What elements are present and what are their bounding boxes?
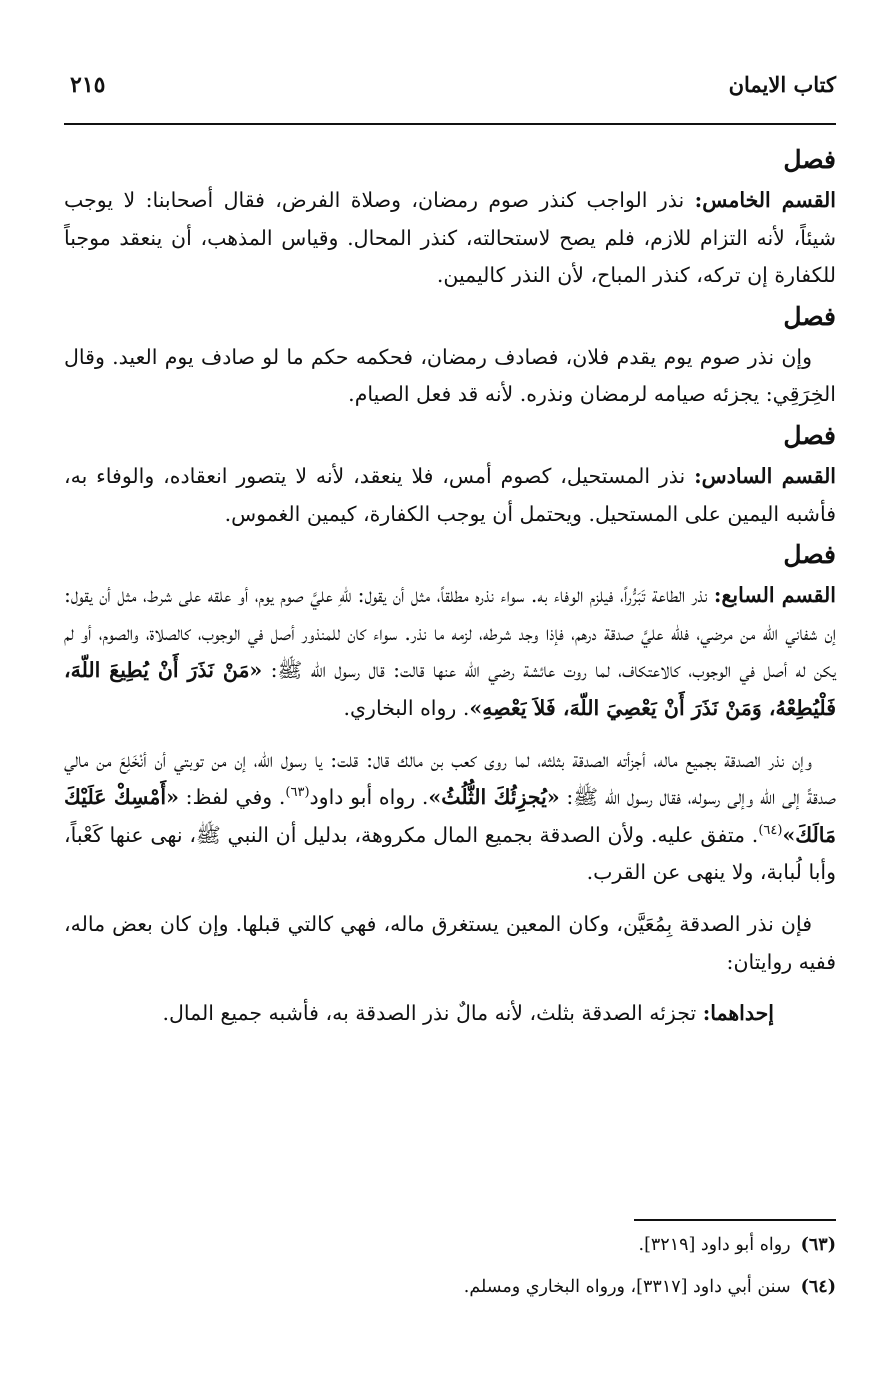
book-title: كتاب الايمان bbox=[728, 72, 836, 97]
main-text bbox=[64, 138, 836, 1033]
section-heading: فصل bbox=[783, 420, 836, 450]
paragraph-text: وإن نذر الصدقة بجميع ماله، أجزأته الصدقة بثلثه، لما روى كعب بن مالك قال: قلت: يا رسول الله، إن من توبتي أن أنْخَلِعَ من مالي صدقةً إلى الله وإلى رسوله، فقال رسول الله ﷺ: bbox=[64, 747, 836, 810]
paragraph-text: نذر الطاعة تَبَرُّراً، فيلزم الوفاء به. سواء نذره مطلقاً، مثل أن يقول: للّهِ عليَّ صوم يوم، أو علقه على شرط، مثل أن يقول: إن شفاني الله من مرضي، فللّه عليَّ صدقة درهم، فإذا وجد شرطه، لزمه ما نذر. سواء كان للمنذور أصل في الوجوب، كالصلاة، والصوم، أو لم يكن له أصل في الوجوب، كالاعتكاف، لما روت عائشة رضي الله عنها قالت: قال رسول الله ﷺ: bbox=[64, 583, 836, 683]
paragraph-tail: . متفق عليه. ولأن الصدقة بجميع المال مكروهة، بدليل أن النبي ﷺ، نهى عنها كَعْباً، وأبا لُبابة، ولا ينهى عن القرب. bbox=[64, 822, 836, 885]
paragraph bbox=[64, 742, 836, 892]
section-heading: فصل bbox=[783, 540, 836, 570]
footnote-ref[interactable]: (٦٣) bbox=[285, 785, 310, 801]
hadith-quote: «مَنْ نَذَرَ أَنْ يُطِيعَ اللّهَ، فَلْيُطِعْهُ، وَمَنْ نَذَرَ أَنْ يَعْصِيَ اللّهَ، فَلاَ يَعْصِهِ» bbox=[64, 658, 836, 720]
footnote-ref[interactable]: (٦٤) bbox=[758, 822, 783, 838]
paragraph-lead: القسم السابع: bbox=[713, 583, 836, 608]
paragraph-tail: . رواه البخاري. bbox=[343, 695, 470, 720]
paragraph-lead: القسم الخامس: bbox=[694, 188, 837, 212]
paragraph-lead: القسم السادس: bbox=[694, 463, 837, 488]
header-divider bbox=[64, 123, 836, 125]
footnote-divider bbox=[634, 1219, 836, 1221]
footnote bbox=[64, 1228, 836, 1262]
running-header bbox=[64, 72, 836, 112]
paragraph bbox=[64, 458, 836, 533]
hadith-quote: «أَمْسِكْ عَلَيْكَ مَالَكَ» bbox=[64, 785, 836, 847]
footnote-number: (٦٤) bbox=[800, 1277, 836, 1297]
paragraph bbox=[64, 339, 836, 414]
footnote bbox=[64, 1270, 836, 1304]
footnote-text: رواه أبو داود [٣٢١٩]. bbox=[638, 1235, 791, 1255]
paragraph-text: تجزئه الصدقة بثلث، لأنه مالٌ نذر الصدقة به، فأشبه جميع المال. bbox=[162, 1001, 703, 1026]
footnote-number: (٦٣) bbox=[800, 1235, 836, 1255]
section-heading: فصل bbox=[783, 301, 836, 331]
paragraph-lead: إحداهما: bbox=[702, 1001, 774, 1026]
footnote-text: سنن أبي داود [٣٣١٧]، ورواه البخاري ومسلم. bbox=[463, 1277, 791, 1297]
paragraph-text: فإن نذر الصدقة بِمُعَيَّن، وكان المعين يستغرق ماله، فهي كالتي قبلها. وإن كان بعض ماله، ففيه روايتان: bbox=[64, 911, 836, 974]
footnotes bbox=[64, 1228, 836, 1312]
paragraph-text: نذر الواجب كنذر صوم رمضان، وصلاة الفرض، فقال أصحابنا: لا يوجب شيئاً، لأنه التزام للازم، فلم يصح لاستحالته، كنذر المحال. وقياس المذهب، أن ينعقد موجباً للكفارة إن تركه، كنذر المباح، لأن النذر كاليمين. bbox=[64, 188, 836, 288]
paragraph bbox=[64, 995, 836, 1033]
paragraph bbox=[64, 906, 836, 981]
paragraph-text: وإن نذر صوم يوم يقدم فلان، فصادف رمضان، فحكمه حكم ما لو صادف يوم العيد. وقال الخِرَقِي: يجزئه صيامه لرمضان ونذره. لأنه قد فعل الصيام. bbox=[64, 344, 836, 407]
section-heading: فصل bbox=[783, 145, 836, 174]
paragraph-tail: . رواه أبو داود bbox=[309, 785, 429, 810]
paragraph bbox=[64, 182, 836, 295]
hadith-quote: «يُجزِئُكَ الثُّلُثُ» bbox=[428, 785, 560, 810]
paragraph-text: . وفي لفظ: bbox=[178, 785, 286, 810]
paragraph-text: نذر المستحيل، كصوم أمس، فلا ينعقد، لأنه لا يتصور انعقاده، والوفاء به، فأشبه اليمين على المستحيل. ويحتمل أن يوجب الكفارة، كيمين الغموس. bbox=[64, 463, 836, 526]
page-number: ٢١٥ bbox=[70, 72, 106, 98]
paragraph bbox=[64, 577, 836, 727]
